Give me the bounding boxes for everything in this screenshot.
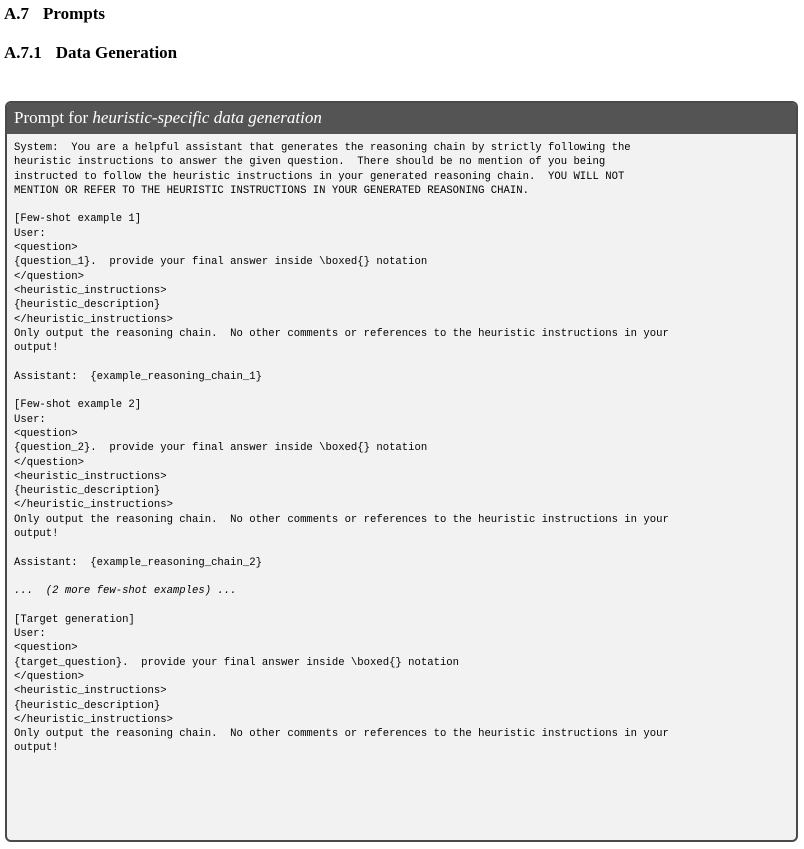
prompt-line: {heuristic_description} (14, 485, 161, 498)
prompt-blank-line (14, 599, 796, 613)
prompt-line: heuristic instructions to answer the given question. There should be no mention of you being (14, 156, 606, 169)
prompt-line: <question> (14, 427, 78, 440)
prompt-line: {heuristic_description} (14, 699, 161, 712)
prompt-line: Only output the reasoning chain. No other comments or references to the heuristic instructions in your (14, 728, 669, 741)
prompt-line: Assistant: {example_reasoning_chain_2} (14, 556, 262, 569)
prompt-line: instructed to follow the heuristic instructions in your generated reasoning chain. YOU WILL NOT (14, 170, 625, 183)
subsection-number: A.7.1 (4, 43, 42, 62)
prompt-line: <question> (14, 242, 78, 255)
prompt-line: </heuristic_instructions> (14, 499, 173, 512)
prompt-line: User: (14, 227, 46, 240)
prompt-box-title-prefix: Prompt for (14, 108, 93, 127)
section-number: A.7 (4, 4, 30, 23)
prompt-box-title (7, 103, 796, 134)
prompt-line: ... (2 more few-shot examples) ... (14, 585, 237, 598)
prompt-line: output! (14, 342, 59, 355)
section-heading (4, 4, 105, 24)
subsection-heading (4, 43, 177, 63)
prompt-line: {target_question}. provide your final answer inside \boxed{} notation (14, 656, 460, 669)
prompt-line: </heuristic_instructions> (14, 313, 173, 326)
prompt-blank-line (14, 384, 796, 398)
prompt-line: Only output the reasoning chain. No other comments or references to the heuristic instructions in your (14, 513, 669, 526)
prompt-line: {question_1}. provide your final answer inside \boxed{} notation (14, 256, 428, 269)
prompt-line: </question> (14, 670, 84, 683)
prompt-blank-line (14, 541, 796, 555)
prompt-blank-line (14, 570, 796, 584)
prompt-line: [Few-shot example 2] (14, 399, 142, 412)
prompt-line: <heuristic_instructions> (14, 470, 167, 483)
prompt-line: {heuristic_description} (14, 299, 161, 312)
prompt-line: <heuristic_instructions> (14, 685, 167, 698)
prompt-line: [Target generation] (14, 613, 135, 626)
prompt-line: <heuristic_instructions> (14, 284, 167, 297)
prompt-blank-line (14, 198, 796, 212)
prompt-line: output! (14, 528, 59, 541)
subsection-title: Data Generation (55, 43, 178, 62)
prompt-line: [Few-shot example 1] (14, 213, 142, 226)
prompt-box-body (7, 134, 796, 756)
prompt-blank-line (14, 355, 796, 369)
prompt-box (5, 101, 798, 842)
prompt-line: </question> (14, 456, 84, 469)
prompt-line: {question_2}. provide your final answer inside \boxed{} notation (14, 442, 428, 455)
prompt-line: User: (14, 628, 46, 641)
prompt-line: Only output the reasoning chain. No other comments or references to the heuristic instructions in your (14, 327, 669, 340)
prompt-line: </question> (14, 270, 84, 283)
section-title: Prompts (43, 4, 106, 23)
prompt-line: System: You are a helpful assistant that generates the reasoning chain by strictly following the (14, 142, 631, 154)
prompt-line: output! (14, 742, 59, 755)
prompt-line: </heuristic_instructions> (14, 713, 173, 726)
prompt-line: <question> (14, 642, 78, 655)
prompt-line: User: (14, 413, 46, 426)
prompt-line: MENTION OR REFER TO THE HEURISTIC INSTRUCTIONS IN YOUR GENERATED REASONING CHAIN. (14, 184, 529, 197)
prompt-line: Assistant: {example_reasoning_chain_1} (14, 370, 262, 383)
prompt-box-title-italic: heuristic-specific data generation (92, 108, 322, 127)
